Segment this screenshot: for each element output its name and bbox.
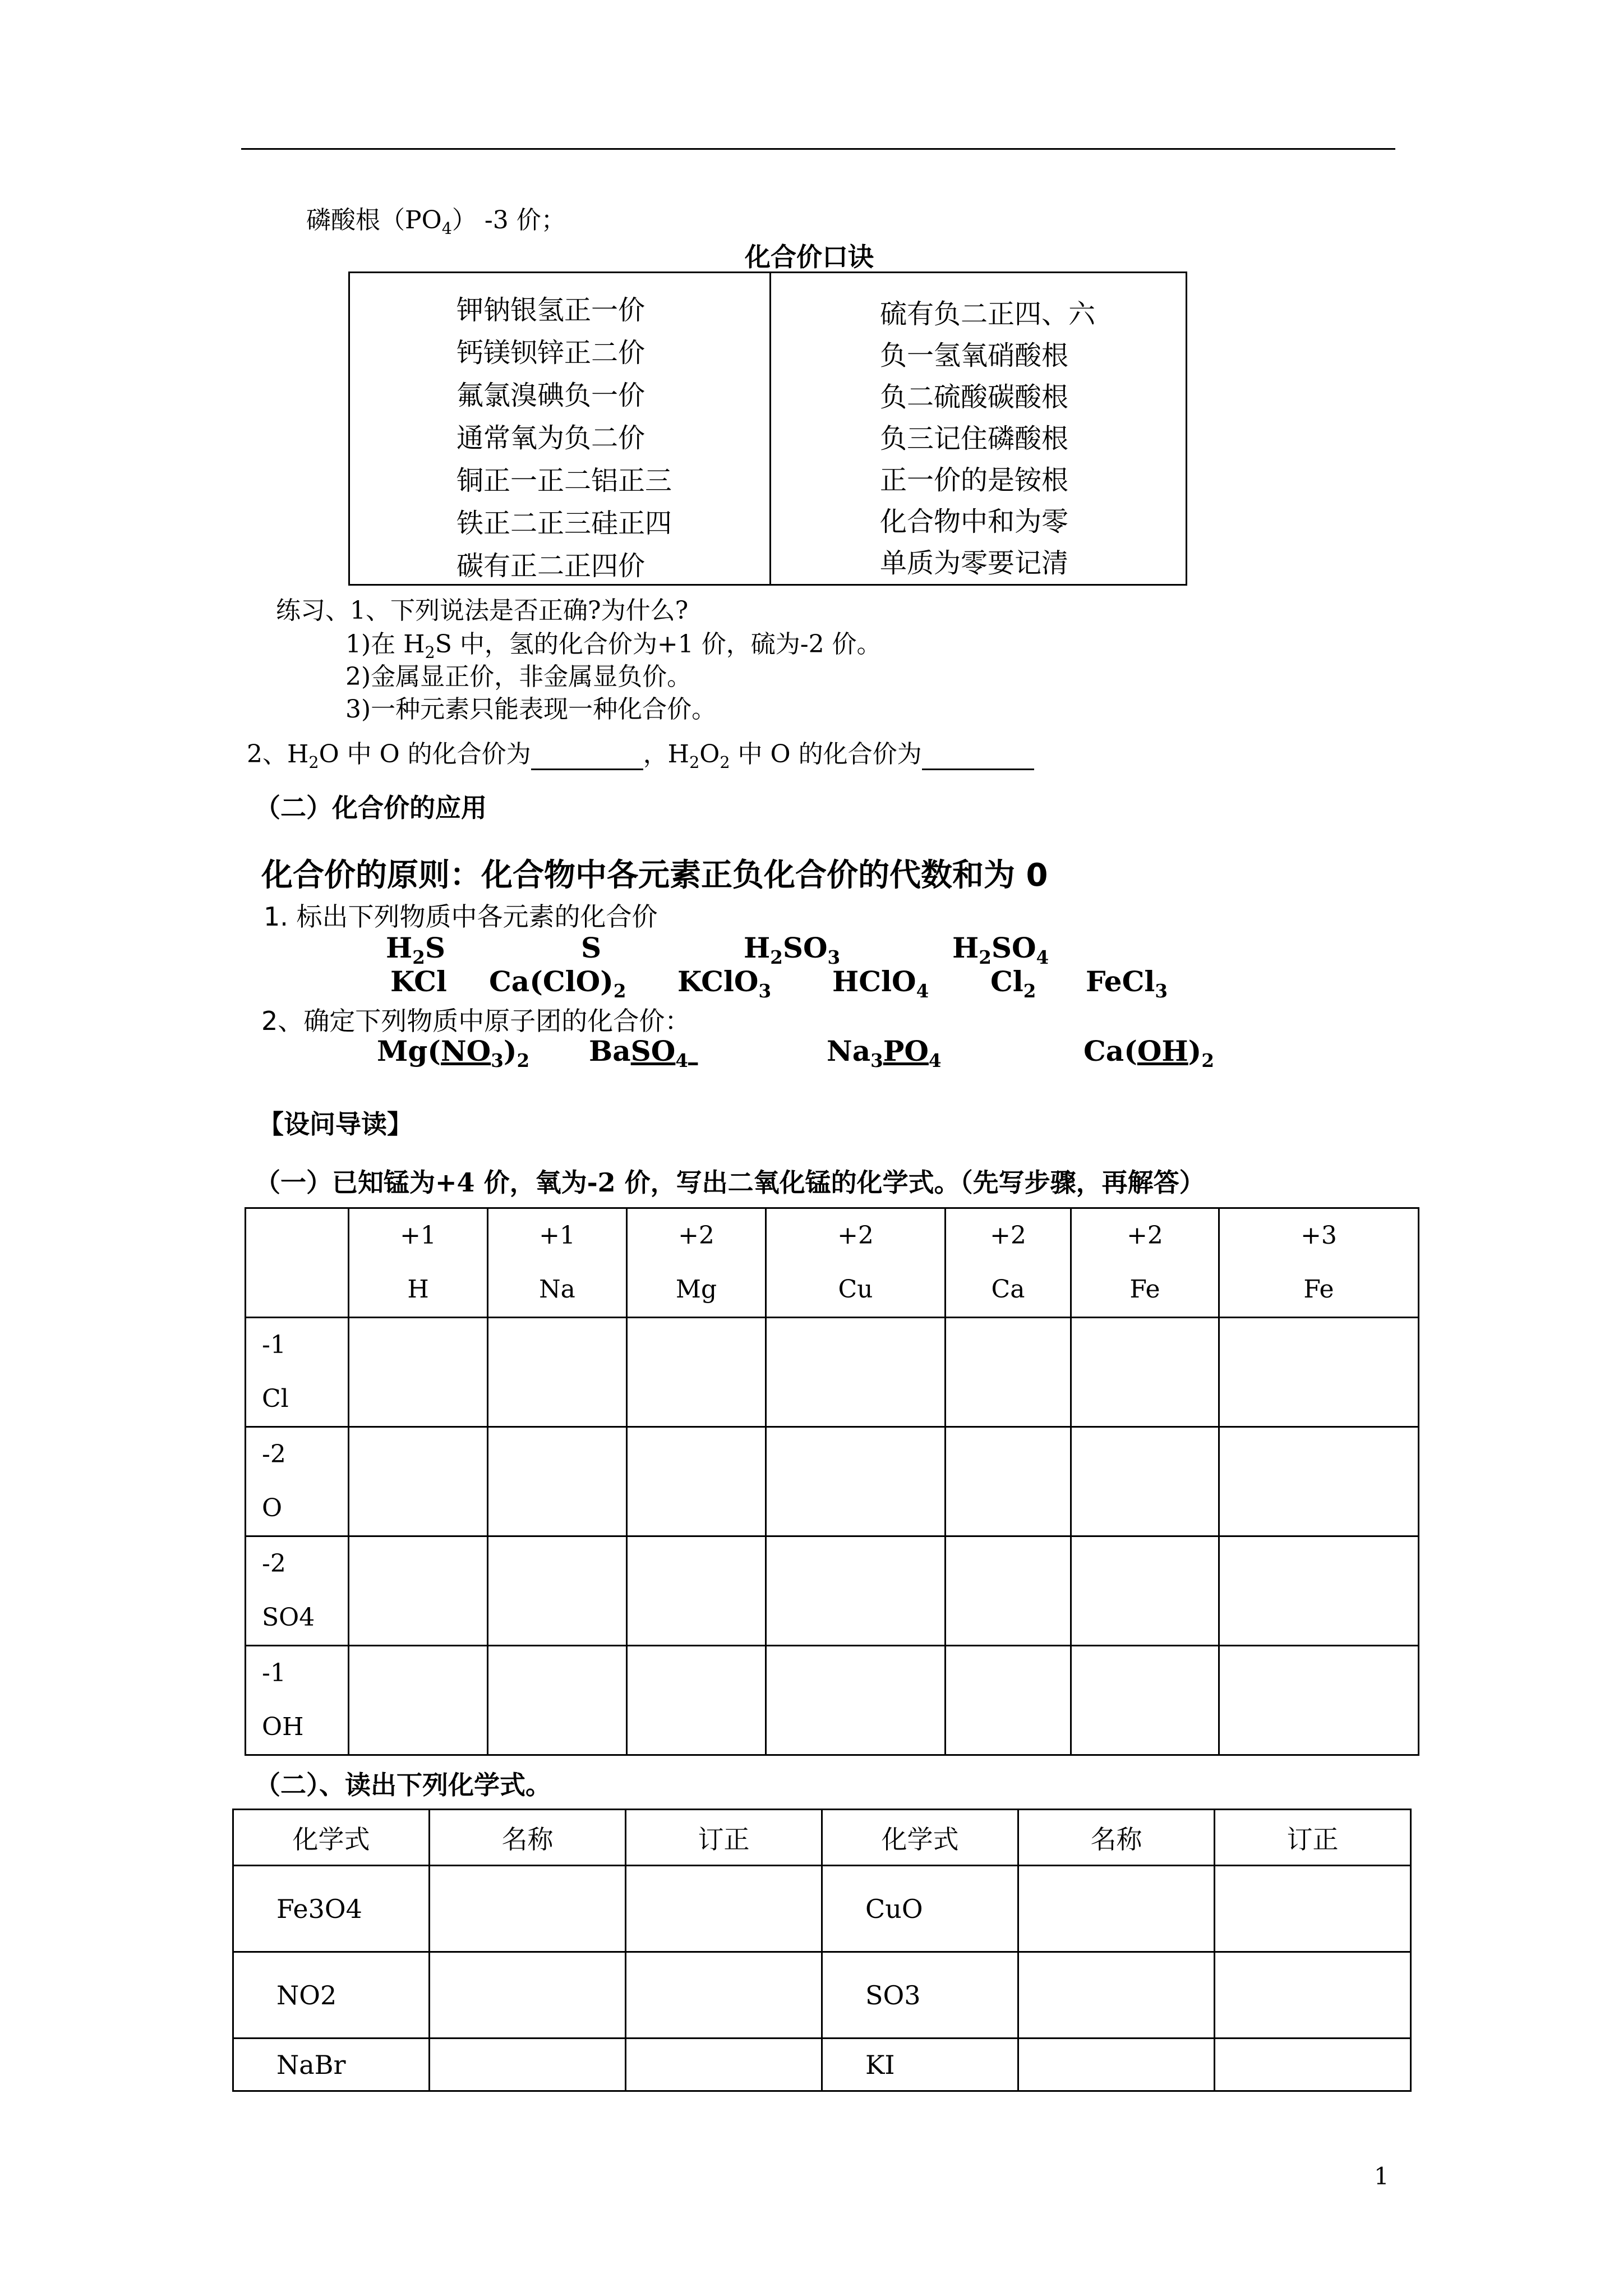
formula-s: S xyxy=(581,931,602,964)
read-header: 化学式 xyxy=(233,1810,430,1866)
valence-grid xyxy=(245,1207,1419,1756)
grid-cell[interactable] xyxy=(627,1536,766,1646)
grid-cell[interactable] xyxy=(349,1318,488,1427)
grid-cell[interactable] xyxy=(766,1318,946,1427)
grid-cell[interactable] xyxy=(349,1427,488,1536)
mnemonic-line: 硫有负二正四、六 xyxy=(880,298,1096,330)
formula-cl2: $Cl_2$ xyxy=(990,965,1036,1002)
mnemonic-line: 氟氯溴碘负一价 xyxy=(457,380,645,411)
grid-col-header: +2 Fe xyxy=(1071,1208,1219,1318)
guide-question-2: （二）、读出下列化学式。 xyxy=(255,1770,551,1800)
read-formula: KI xyxy=(822,2039,1018,2091)
formula-caclo2: $Ca(ClO)_2$ xyxy=(489,965,626,1002)
grid-col-header: +2 Cu xyxy=(766,1208,946,1318)
mnemonic-left xyxy=(457,289,672,587)
grid-row-header: -1 Cl xyxy=(246,1318,349,1427)
grid-cell[interactable] xyxy=(766,1646,946,1755)
grid-cell[interactable] xyxy=(627,1646,766,1755)
grid-cell[interactable] xyxy=(1219,1318,1419,1427)
mnemonic-line: 负二硫酸碳酸根 xyxy=(880,381,1069,413)
mnemonic-line: 铜正一正二铝正三 xyxy=(457,465,672,496)
read-formula: SO3 xyxy=(822,1952,1018,2039)
grid-header-row xyxy=(246,1208,1419,1318)
exercise-q1-1: 1)在 $H_2S$ 中，氢的化合价为+1 价，硫为-2 价。 xyxy=(345,630,882,662)
grid-col-header: +3 Fe xyxy=(1219,1208,1419,1318)
read-name-cell[interactable] xyxy=(1018,1866,1215,1952)
read-header: 名称 xyxy=(430,1810,626,1866)
grid-cell[interactable] xyxy=(766,1427,946,1536)
read-correction-cell[interactable] xyxy=(1215,1952,1411,2039)
read-name-cell[interactable] xyxy=(1018,1952,1215,2039)
header-rule xyxy=(241,148,1395,150)
grid-cell[interactable] xyxy=(488,1427,627,1536)
grid-col-header: +1 Na xyxy=(488,1208,627,1318)
grid-cell[interactable] xyxy=(1071,1536,1219,1646)
mnemonic-title: 化合价口诀 xyxy=(745,242,874,272)
read-correction-cell[interactable] xyxy=(1215,1866,1411,1952)
read-row xyxy=(233,1866,1411,1952)
formula-h2so4: $H_2SO_4$ xyxy=(952,931,1049,968)
read-name-cell[interactable] xyxy=(430,1952,626,2039)
grid-cell[interactable] xyxy=(946,1318,1071,1427)
formula-kcl: KCl xyxy=(390,965,447,998)
guide-title: 【设问导读】 xyxy=(258,1109,413,1139)
read-correction-cell[interactable] xyxy=(1215,2039,1411,2091)
read-formula: NO2 xyxy=(233,1952,430,2039)
exercise-q2: 2、$H_2O$ 中 O 的化合价为 ，$H_2O_2$ 中 O 的化合价为 xyxy=(247,734,1034,772)
read-header-row xyxy=(233,1810,1411,1866)
mnemonic-line: 负一氢氧硝酸根 xyxy=(880,340,1069,371)
grid-cell[interactable] xyxy=(349,1646,488,1755)
read-header: 订正 xyxy=(1215,1810,1411,1866)
read-formula: CuO xyxy=(822,1866,1018,1952)
grid-row-header: -2 O xyxy=(246,1427,349,1536)
grid-cell[interactable] xyxy=(1219,1427,1419,1536)
grid-cell[interactable] xyxy=(946,1536,1071,1646)
exercise-q1-3: 3)一种元素只能表现一种化合价。 xyxy=(345,695,717,724)
mnemonic-right xyxy=(880,293,1095,584)
read-header: 化学式 xyxy=(822,1810,1018,1866)
task1: 1. 标出下列物质中各元素的化合价 xyxy=(264,901,658,932)
formula-h2so3: $H_2SO_3$ xyxy=(744,931,841,968)
read-formula-table xyxy=(232,1809,1412,2092)
grid-cell[interactable] xyxy=(1071,1646,1219,1755)
mnemonic-divider xyxy=(769,273,771,584)
formula-fecl3: FeCl$_3$ xyxy=(1086,965,1168,1002)
formula-mgno32: $Mg(NO_3)_2$ xyxy=(377,1034,530,1071)
mnemonic-box xyxy=(348,272,1187,586)
grid-cell[interactable] xyxy=(488,1536,627,1646)
read-header: 订正 xyxy=(626,1810,822,1866)
grid-cell[interactable] xyxy=(1219,1536,1419,1646)
exercise-q1: 练习、1、下列说法是否正确?为什么? xyxy=(276,596,689,625)
grid-cell[interactable] xyxy=(627,1427,766,1536)
answer-blank[interactable] xyxy=(922,740,1034,770)
mnemonic-line: 钙镁钡锌正二价 xyxy=(457,337,645,369)
read-row xyxy=(233,1952,1411,2039)
formula-kclo3: KClO$_3$ xyxy=(677,965,772,1002)
grid-row-header: -1 OH xyxy=(246,1646,349,1755)
task2: 2、确定下列物质中原子团的化合价： xyxy=(261,1006,691,1036)
grid-corner xyxy=(246,1208,349,1318)
answer-blank[interactable] xyxy=(531,740,643,770)
grid-row-header: -2 SO4 xyxy=(246,1536,349,1646)
formula-baso4: BaSO$_4$ xyxy=(589,1034,688,1071)
read-name-cell[interactable] xyxy=(430,1866,626,1952)
page-number: 1 xyxy=(1374,2162,1389,2190)
grid-cell[interactable] xyxy=(1071,1427,1219,1536)
mnemonic-line: 负三记住磷酸根 xyxy=(880,423,1069,454)
grid-cell[interactable] xyxy=(946,1646,1071,1755)
mnemonic-line: 铁正二正三硅正四 xyxy=(457,508,672,539)
mnemonic-line: 钾钠银氢正一价 xyxy=(457,295,645,326)
grid-cell[interactable] xyxy=(627,1318,766,1427)
mnemonic-line: 化合物中和为零 xyxy=(880,506,1069,537)
formula-caoh2: $Ca(OH)_2$ xyxy=(1083,1034,1214,1071)
mnemonic-line: 单质为零要记清 xyxy=(880,547,1069,579)
read-header: 名称 xyxy=(1018,1810,1215,1866)
grid-col-header: +2 Ca xyxy=(946,1208,1071,1318)
read-formula: NaBr xyxy=(233,2039,430,2091)
grid-col-header: +2 Mg xyxy=(627,1208,766,1318)
phosphate-line: 磷酸根$(PO_4)$ -3 价； xyxy=(306,206,566,238)
valence-principle: 化合价的原则：化合物中各元素正负化合价的代数和为 0 xyxy=(261,857,1048,894)
grid-cell[interactable] xyxy=(1219,1646,1419,1755)
grid-row xyxy=(246,1318,1419,1427)
exercise-q1-2: 2)金属显正价，非金属显负价。 xyxy=(345,662,692,691)
read-correction-cell[interactable] xyxy=(626,2039,822,2091)
read-correction-cell[interactable] xyxy=(626,1952,822,2039)
mnemonic-line: 碳有正二正四价 xyxy=(457,550,645,582)
formula-h2s: $H_2S$ xyxy=(386,931,445,968)
grid-row xyxy=(246,1646,1419,1755)
grid-row xyxy=(246,1536,1419,1646)
grid-cell[interactable] xyxy=(1071,1318,1219,1427)
section2-title: （二）化合价的应用 xyxy=(255,793,487,823)
grid-cell[interactable] xyxy=(946,1427,1071,1536)
read-formula: Fe3O4 xyxy=(233,1866,430,1952)
grid-cell[interactable] xyxy=(488,1646,627,1755)
grid-cell[interactable] xyxy=(488,1318,627,1427)
mnemonic-line: 通常氧为负二价 xyxy=(457,422,645,454)
grid-cell[interactable] xyxy=(766,1536,946,1646)
read-name-cell[interactable] xyxy=(430,2039,626,2091)
formula-hclo4: HClO$_4$ xyxy=(832,965,929,1002)
mnemonic-line: 正一价的是铵根 xyxy=(880,464,1069,496)
read-correction-cell[interactable] xyxy=(626,1866,822,1952)
grid-cell[interactable] xyxy=(349,1536,488,1646)
read-name-cell[interactable] xyxy=(1018,2039,1215,2091)
guide-question-1: （一）已知锰为+4 价，氧为-2 价，写出二氧化锰的化学式。（先写步骤，再解答） xyxy=(255,1167,1205,1198)
formula-na3po4: $Na_3PO_4$ xyxy=(827,1034,942,1071)
read-row xyxy=(233,2039,1411,2091)
grid-row xyxy=(246,1427,1419,1536)
grid-col-header: +1 H xyxy=(349,1208,488,1318)
